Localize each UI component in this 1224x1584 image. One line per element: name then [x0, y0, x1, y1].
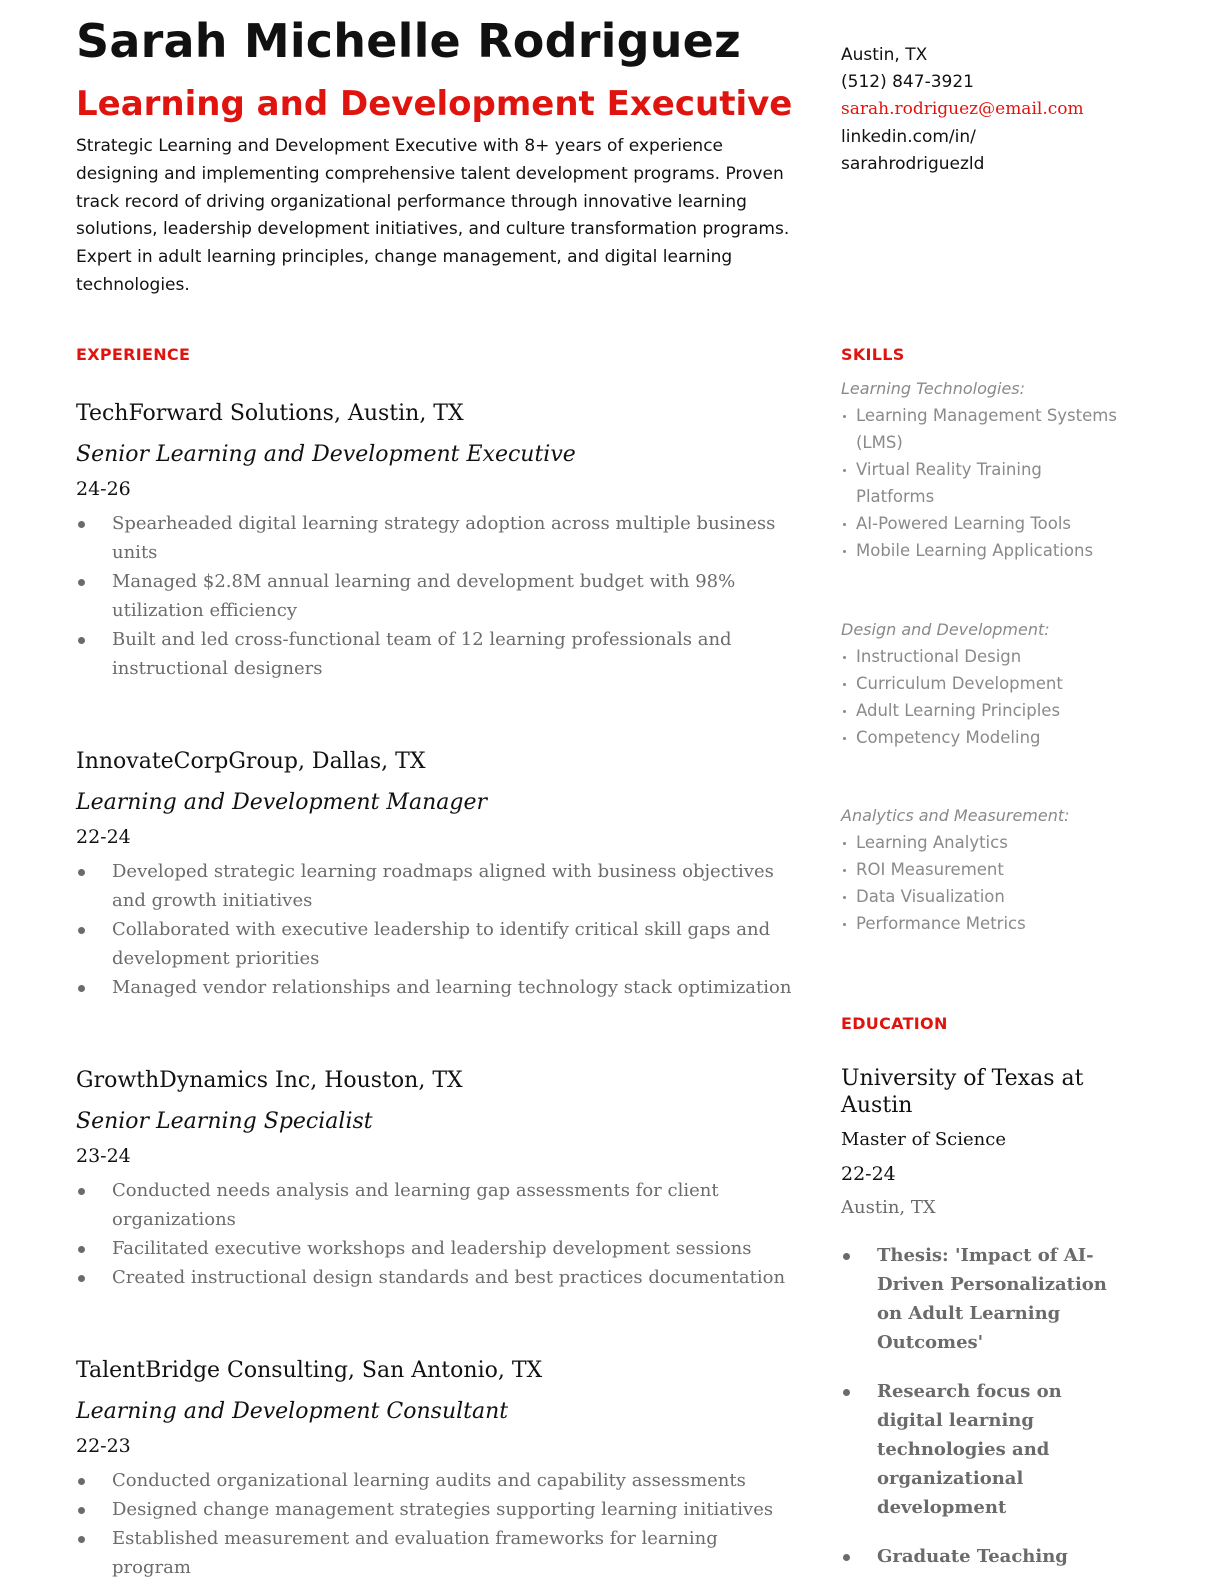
job-entry [76, 1066, 796, 1292]
bullet-dot-icon [78, 927, 85, 934]
job-entry [76, 399, 796, 683]
job-title: Learning and Development Consultant [76, 1399, 509, 1424]
skill-item: Virtual Reality Training Platforms [841, 456, 1121, 510]
education-location: Austin, TX [841, 1197, 936, 1218]
job-company: TalentBridge Consulting, San Antonio, TX [76, 1358, 543, 1383]
bullet-dot-icon [78, 869, 85, 876]
bullet-dot-icon [78, 1275, 85, 1282]
bullet-dot-icon [843, 683, 846, 686]
job-bullet: Established measurement and evaluation frameworks for learning program [76, 1524, 796, 1582]
bullet-dot-icon [843, 1389, 850, 1396]
contact-linkedin-line1[interactable]: linkedin.com/in/ [841, 126, 976, 147]
bullet-dot-icon [78, 637, 85, 644]
bullet-dot-icon [843, 869, 846, 872]
bullet-dot-icon [78, 521, 85, 528]
job-title: Senior Learning Specialist [76, 1109, 373, 1134]
job-bullet: Conducted organizational learning audits and capability assessments [76, 1466, 796, 1495]
job-bullet: Collaborated with executive leadership to identify critical skill gaps and development priorities [76, 915, 796, 973]
education-degree: Master of Science [841, 1129, 1006, 1150]
skill-list [841, 643, 1121, 751]
job-entry [76, 747, 796, 1002]
job-dates: 23-24 [76, 1145, 131, 1167]
bullet-dot-icon [78, 985, 85, 992]
professional-title: Learning and Development Executive [76, 84, 793, 124]
contact-linkedin-line2[interactable]: sarahrodriguezld [841, 153, 985, 174]
experience-heading: EXPERIENCE [76, 345, 191, 364]
job-bullets [76, 509, 796, 683]
skill-item: Competency Modeling [841, 724, 1121, 751]
skill-list [841, 829, 1121, 937]
candidate-name: Sarah Michelle Rodriguez [76, 14, 742, 68]
job-bullets [76, 1466, 796, 1582]
job-company: GrowthDynamics Inc, Houston, TX [76, 1068, 463, 1093]
bullet-dot-icon [843, 842, 846, 845]
job-bullet: Built and led cross-functional team of 12 learning professionals and instructional designers [76, 625, 796, 683]
contact-email-link[interactable]: sarah.rodriguez@email.com [841, 99, 1084, 120]
job-bullets [76, 1176, 796, 1292]
education-bullets [841, 1241, 1121, 1571]
bullet-dot-icon [843, 710, 846, 713]
bullet-dot-icon [843, 523, 846, 526]
skill-group [841, 802, 1121, 937]
job-dates: 24-26 [76, 478, 131, 500]
job-bullet: Designed change management strategies supporting learning initiatives [76, 1495, 796, 1524]
education-school: University of Texas at Austin [841, 1066, 1084, 1118]
job-bullet: Managed vendor relationships and learning technology stack optimization [76, 973, 796, 1002]
skill-item: Performance Metrics [841, 910, 1121, 937]
job-entry [76, 1356, 796, 1582]
professional-summary: Strategic Learning and Development Executive with 8+ years of experience designing and implementing comprehensive talent development programs. Proven track record of driving organizational performance through innovative learning solutions, leadership development initiatives, and culture transformation programs. Expert in adult learning principles, change management, and digital learning technologies. [76, 136, 790, 295]
education-heading: EDUCATION [841, 1014, 948, 1033]
bullet-dot-icon [78, 1246, 85, 1253]
bullet-dot-icon [843, 923, 846, 926]
education-bullet: Research focus on digital learning technologies and organizational development [841, 1377, 1121, 1522]
education-bullet: Thesis: 'Impact of AI-Driven Personalization on Adult Learning Outcomes' [841, 1241, 1121, 1357]
skill-group [841, 375, 1121, 564]
job-bullet: Created instructional design standards and best practices documentation [76, 1263, 796, 1292]
skill-group [841, 616, 1121, 751]
job-dates: 22-23 [76, 1435, 131, 1457]
skill-item: AI-Powered Learning Tools [841, 510, 1121, 537]
bullet-dot-icon [78, 1507, 85, 1514]
skill-category: Design and Development: [841, 620, 1050, 639]
bullet-dot-icon [843, 1253, 850, 1260]
job-title: Learning and Development Manager [76, 790, 487, 815]
contact-phone: (512) 847-3921 [841, 72, 974, 93]
skill-item: Data Visualization [841, 883, 1121, 910]
bullet-dot-icon [78, 1478, 85, 1485]
job-bullet: Conducted needs analysis and learning gap assessments for client organizations [76, 1176, 796, 1234]
skill-item: Instructional Design [841, 643, 1121, 670]
job-dates: 22-24 [76, 826, 131, 848]
bullet-dot-icon [843, 550, 846, 553]
skill-item: Learning Management Systems (LMS) [841, 402, 1121, 456]
bullet-dot-icon [843, 1554, 850, 1561]
bullet-dot-icon [78, 1536, 85, 1543]
bullet-dot-icon [78, 1188, 85, 1195]
bullet-dot-icon [843, 896, 846, 899]
bullet-dot-icon [843, 415, 846, 418]
skill-category: Learning Technologies: [841, 379, 1026, 398]
contact-info [841, 42, 1121, 178]
job-bullets [76, 857, 796, 1002]
education-dates: 22-24 [841, 1163, 896, 1185]
skill-item: ROI Measurement [841, 856, 1121, 883]
bullet-dot-icon [843, 656, 846, 659]
job-bullet: Spearheaded digital learning strategy adoption across multiple business units [76, 509, 796, 567]
skill-item: Mobile Learning Applications [841, 537, 1121, 564]
contact-location: Austin, TX [841, 45, 928, 65]
skill-item: Curriculum Development [841, 670, 1121, 697]
skill-item: Learning Analytics [841, 829, 1121, 856]
job-company: InnovateCorpGroup, Dallas, TX [76, 749, 426, 774]
job-company: TechForward Solutions, Austin, TX [76, 401, 464, 426]
skill-item: Adult Learning Principles [841, 697, 1121, 724]
job-bullet: Developed strategic learning roadmaps aligned with business objectives and growth initiatives [76, 857, 796, 915]
bullet-dot-icon [843, 737, 846, 740]
skills-heading: SKILLS [841, 345, 905, 364]
job-bullet: Facilitated executive workshops and leadership development sessions [76, 1234, 796, 1263]
job-title: Senior Learning and Development Executive [76, 442, 576, 467]
skill-category: Analytics and Measurement: [841, 806, 1070, 825]
education-bullet: Graduate Teaching [841, 1542, 1121, 1571]
skill-list [841, 402, 1121, 564]
job-bullet: Managed $2.8M annual learning and development budget with 98% utilization efficiency [76, 567, 796, 625]
bullet-dot-icon [78, 579, 85, 586]
bullet-dot-icon [843, 469, 846, 472]
education-entry [841, 1065, 1121, 1584]
